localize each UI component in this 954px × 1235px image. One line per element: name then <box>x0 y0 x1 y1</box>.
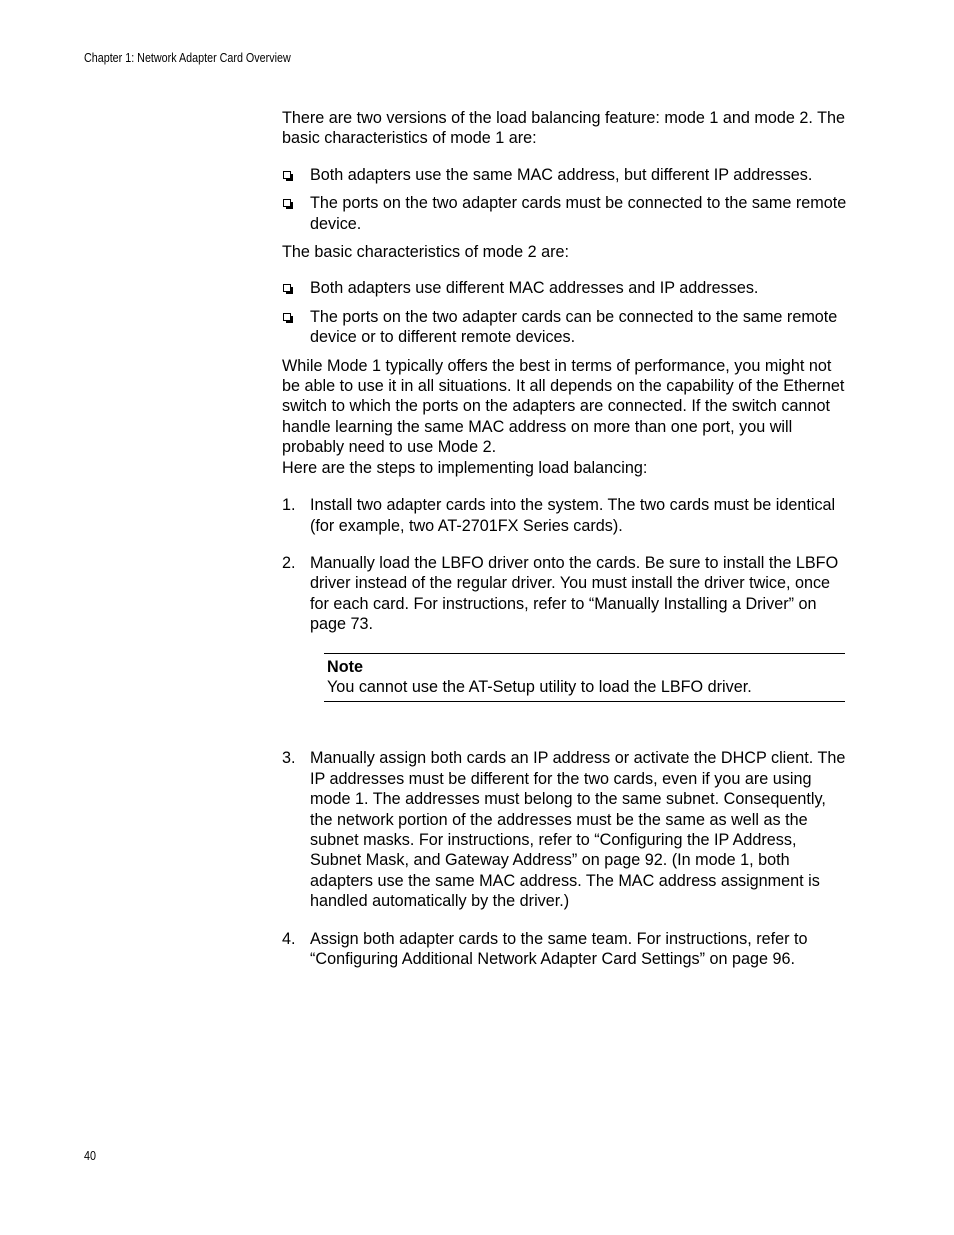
performance-paragraph: While Mode 1 typically offers the best in terms of performance, you might not be able to use it in all situations. It all depends on the capability of the Ethernet switch to which the ports on the adapters are connected. If the switch cannot handle learning the same MAC address on more than one port, you will probably need to use Mode 2. <box>282 356 845 457</box>
note-text: You cannot use the AT-Setup utility to load the LBFO driver. <box>327 677 752 696</box>
step-text: Install two adapter cards into the system. The two cards must be identical (for example, two AT-2701FX Series cards). <box>310 496 836 535</box>
step-number: 4. <box>282 929 296 948</box>
mode2-intro-paragraph: The basic characteristics of mode 2 are: <box>282 243 570 262</box>
intro-paragraph: There are two versions of the load balancing feature: mode 1 and mode 2. The basic characteristics of mode 1 are: <box>282 109 846 148</box>
step-item <box>282 553 848 702</box>
list-item: The ports on the two adapter cards can be connected to the same remote device or to different remote devices. <box>282 307 848 348</box>
step-text: Manually assign both cards an IP address or activate the DHCP client. The IP addresses must be different for the two cards, even if you are using mode 1. The addresses must belong to the same subnet. Consequently, the network portion of the addresses must be the same as well as the subnet masks. For instructions, refer to “Configuring the IP Address, Subnet Mask, and Gateway Address” on page 92. (In mode 1, both adapters use the same MAC address. The MAC address assignment is handled automatically by the driver.) <box>310 749 846 911</box>
step-number: 1. <box>282 496 296 515</box>
list-item: Both adapters use the same MAC address, but different IP addresses. <box>282 165 848 185</box>
step-number: 2. <box>282 553 296 572</box>
step-text: Assign both adapter cards to the same team. For instructions, refer to “Configuring Additional Network Adapter Card Settings” on page 96. <box>310 929 808 968</box>
checkbox-bullet-icon <box>283 199 291 207</box>
checkbox-bullet-icon <box>283 313 291 321</box>
step-text: Manually load the LBFO driver onto the cards. Be sure to install the LBFO driver instead of the regular driver. You must install the driver twice, once for each card. For instructions, refer to “Manually Installing a Driver” on page 73. <box>310 553 839 634</box>
steps-list <box>282 495 848 969</box>
running-head: Chapter 1: Network Adapter Card Overview <box>84 51 291 65</box>
page-number: 40 <box>84 1149 96 1163</box>
page-body <box>282 108 848 986</box>
step-item <box>282 748 848 911</box>
list-item: The ports on the two adapter cards must be connected to the same remote device. <box>282 193 848 234</box>
note-box <box>324 653 845 703</box>
list-item: Both adapters use different MAC addresses and IP addresses. <box>282 278 848 298</box>
checkbox-bullet-icon <box>283 284 291 292</box>
step-item <box>282 495 848 536</box>
mode2-bullet-list <box>282 278 848 347</box>
checkbox-bullet-icon <box>283 171 291 179</box>
mode1-bullet-list <box>282 165 848 234</box>
note-title: Note <box>327 657 363 676</box>
step-item <box>282 929 848 970</box>
steps-intro-paragraph: Here are the steps to implementing load balancing: <box>282 458 648 477</box>
step-number: 3. <box>282 749 296 768</box>
